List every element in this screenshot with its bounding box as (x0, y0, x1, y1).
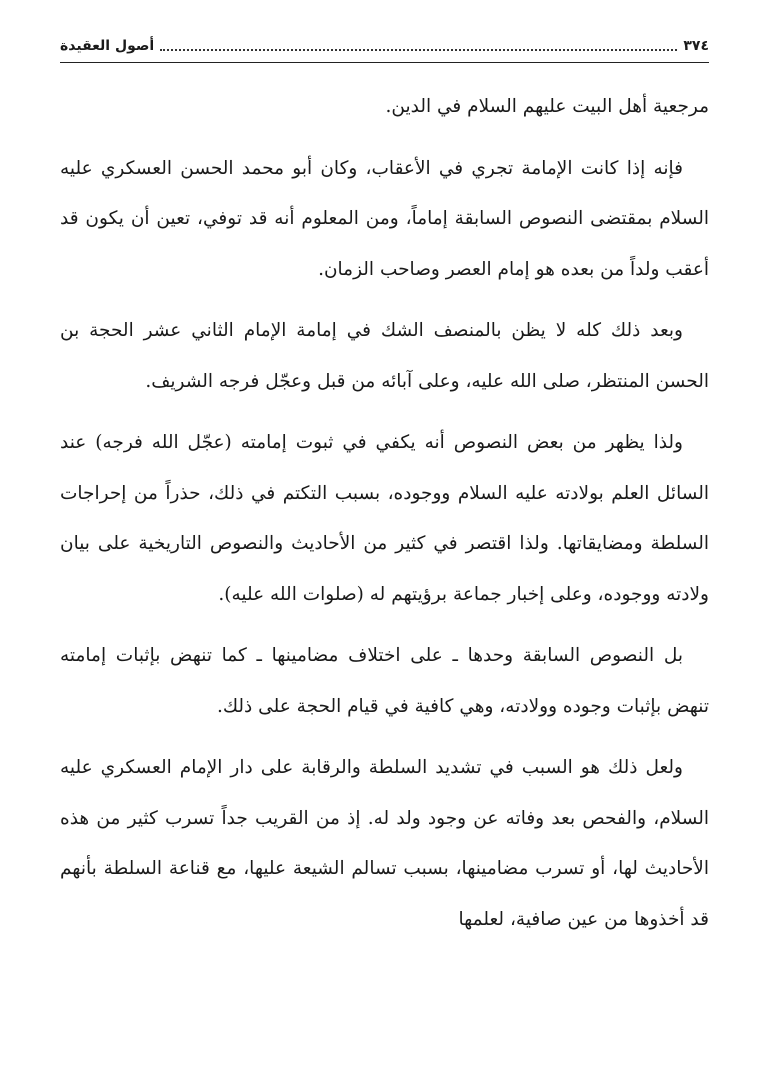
page-number: ٣٧٤ (683, 38, 709, 54)
paragraph: بل النصوص السابقة وحدها ـ على اختلاف مضامينها ـ كما تنهض بإثبات إمامته تنهض بإثبات وجوده وولادته، وهي كافية في قيام الحجة على ذلك. (60, 645, 709, 717)
paragraph: ولعل ذلك هو السبب في تشديد السلطة والرقابة على دار الإمام العسكري عليه السلام، والفحص بعد وفاته عن وجود ولد له. إذ من القريب جداً تسرب كثير من هذه الأحاديث لها، أو تسرب مضامينها، بسبب تسالم الشيعة عليها، مع قناعة السلطة بأنهم قد أخذوها من عين صافية، لعلمها (60, 757, 709, 930)
running-header (60, 30, 709, 63)
book-title: أصول العقيدة (60, 38, 155, 54)
paragraph: فإنه إذا كانت الإمامة تجري في الأعقاب، وكان أبو محمد الحسن العسكري عليه السلام بمقتضى النصوص السابقة إماماً، ومن المعلوم أنه قد توفي، تعين أن يكون قد أعقب ولداً من بعده هو إمام العصر وصاحب الزمان. (60, 157, 709, 280)
paragraph: وبعد ذلك كله لا يظن بالمنصف الشك في إمامة الإمام الثاني عشر الحجة بن الحسن المنتظر، صلى الله عليه، وعلى آبائه من قبل وعجّل فرجه الشريف. (60, 320, 709, 392)
page-body (60, 82, 709, 956)
paragraph: مرجعية أهل البيت عليهم السلام في الدين. (385, 96, 709, 117)
header-dot-leader (160, 41, 677, 51)
paragraph: ولذا يظهر من بعض النصوص أنه يكفي في ثبوت إمامته (عجّل الله فرجه) عند السائل العلم بولادته عليه السلام ووجوده، بسبب التكتم في ذلك، حذراً من إحراجات السلطة ومضايقاتها. ولذا اقتصر في كثير من الأحاديث والنصوص التاريخية على بيان ولادته ووجوده، وعلى إخبار جماعة برؤيتهم له (صلوات الله عليه). (60, 432, 709, 605)
